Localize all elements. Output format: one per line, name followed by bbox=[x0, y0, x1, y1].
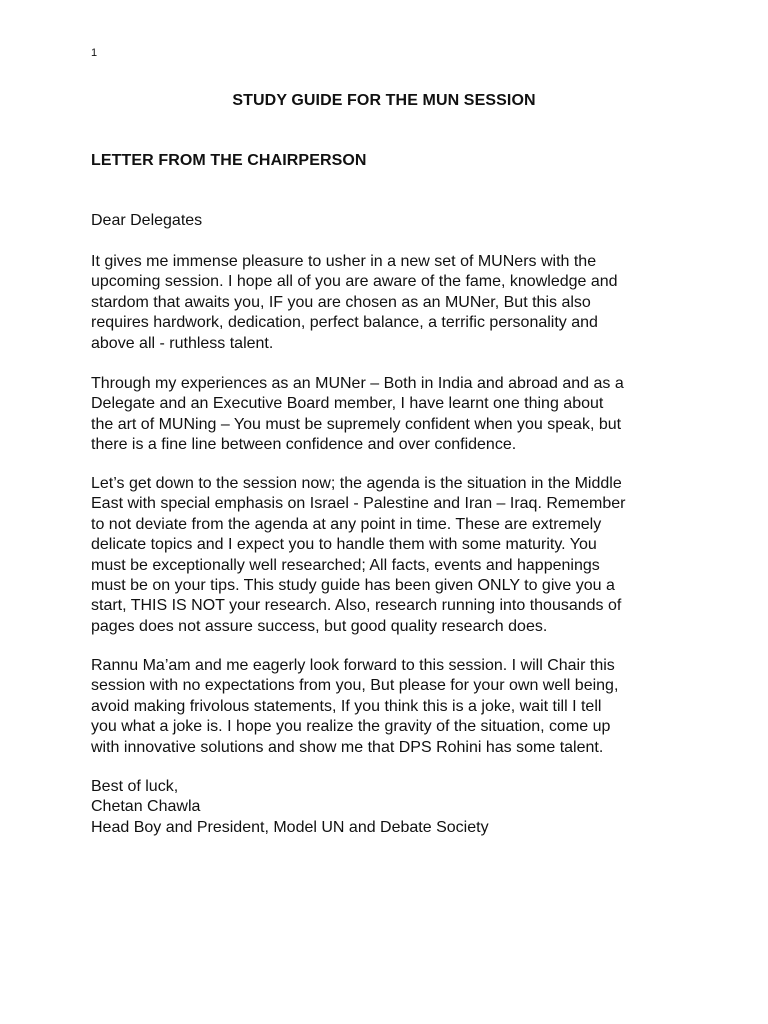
signoff bbox=[91, 777, 691, 838]
paragraph-line: with innovative solutions and show me that DPS Rohini has some talent. bbox=[91, 738, 604, 756]
paragraph-line: session with no expectations from you, But please for your own well being, bbox=[91, 677, 619, 695]
paragraph-line: start, THIS IS NOT your research. Also, research running into thousands of bbox=[91, 597, 622, 615]
paragraph-line: you what a joke is. I hope you realize the gravity of the situation, come up bbox=[91, 718, 611, 736]
paragraph-line: to not deviate from the agenda at any point in time. These are extremely bbox=[91, 515, 602, 533]
paragraph-line: pages does not assure success, but good quality research does. bbox=[91, 617, 548, 635]
paragraph-line: Through my experiences as an MUNer – Both in India and abroad and as a bbox=[91, 375, 624, 392]
paragraph-line: East with special emphasis on Israel - Palestine and Iran – Iraq. Remember bbox=[91, 495, 626, 513]
paragraph-4 bbox=[91, 656, 691, 758]
paragraph-line: above all - ruthless talent. bbox=[91, 334, 274, 352]
section-heading: LETTER FROM THE CHAIRPERSON bbox=[91, 152, 367, 169]
page-number: 1 bbox=[91, 47, 98, 59]
paragraph-1 bbox=[91, 252, 691, 354]
paragraph-line: the art of MUNing – You must be supremely confident when you speak, but bbox=[91, 415, 622, 433]
paragraph-line: Delegate and an Executive Board member, I have learnt one thing about bbox=[91, 395, 604, 413]
signoff-name: Chetan Chawla bbox=[91, 798, 201, 816]
paragraph-line: there is a fine line between confidence and over confidence. bbox=[91, 436, 517, 454]
document-title: STUDY GUIDE FOR THE MUN SESSION bbox=[232, 92, 536, 109]
paragraph-line: requires hardwork, dedication, perfect balance, a terrific personality and bbox=[91, 314, 598, 332]
signoff-closing: Best of luck, bbox=[91, 778, 179, 795]
paragraph-line: stardom that awaits you, IF you are chosen as an MUNer, But this also bbox=[91, 293, 591, 311]
paragraph-line: delicate topics and I expect you to handle them with some maturity. You bbox=[91, 536, 597, 554]
paragraph-line: Let’s get down to the session now; the agenda is the situation in the Middle bbox=[91, 475, 622, 492]
salutation-line: Dear Delegates bbox=[91, 212, 203, 229]
paragraph-2 bbox=[91, 374, 691, 456]
paragraph-line: upcoming session. I hope all of you are aware of the fame, knowledge and bbox=[91, 273, 618, 291]
paragraph-3 bbox=[91, 474, 691, 637]
paragraph-line: must be on your tips. This study guide has been given ONLY to give you a bbox=[91, 577, 615, 595]
signoff-role: Head Boy and President, Model UN and Debate Society bbox=[91, 818, 489, 836]
paragraph-line: avoid making frivolous statements, If you think this is a joke, wait till I tell bbox=[91, 697, 602, 715]
salutation bbox=[91, 211, 691, 231]
paragraph-line: It gives me immense pleasure to usher in a new set of MUNers with the bbox=[91, 253, 597, 270]
paragraph-line: must be exceptionally well researched; All facts, events and happenings bbox=[91, 556, 600, 574]
paragraph-line: Rannu Ma’am and me eagerly look forward to this session. I will Chair this bbox=[91, 657, 615, 674]
